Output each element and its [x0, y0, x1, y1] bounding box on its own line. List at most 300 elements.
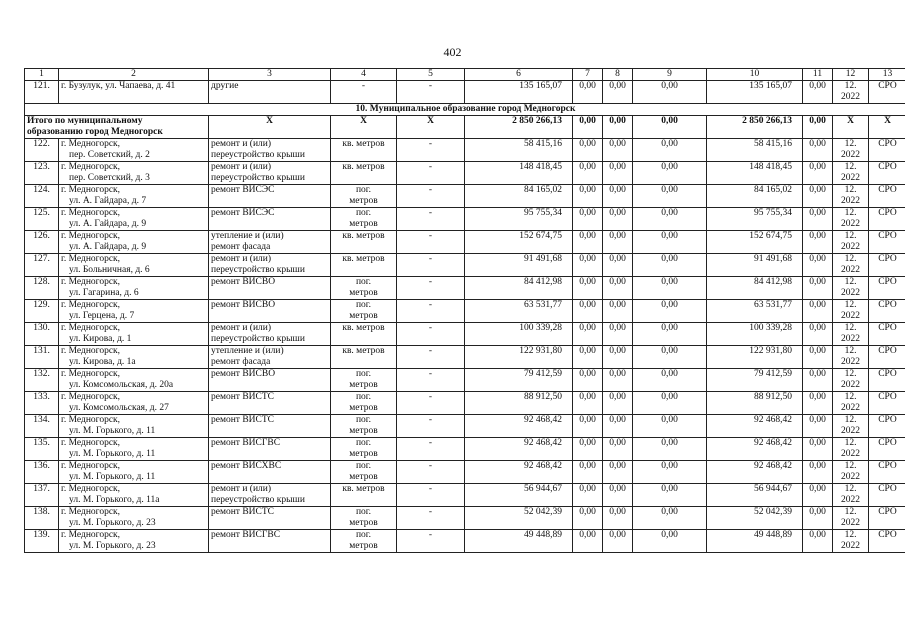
- row-number-text: 138.: [33, 507, 50, 517]
- table-row: [25, 484, 905, 507]
- row-number: [25, 300, 59, 323]
- value-cell: [803, 346, 833, 369]
- cost-text: 92 468,42: [524, 415, 562, 425]
- value-cell: [573, 369, 603, 392]
- address-line: г. Медногорск,: [61, 346, 121, 356]
- address-line: ул. Герцена, д. 7: [69, 310, 135, 321]
- value-text: 0,00: [609, 415, 626, 425]
- value-cell: [603, 277, 633, 300]
- value-cell: [803, 392, 833, 415]
- quantity-cell: [397, 162, 465, 185]
- address-line: г. Медногорск,: [61, 323, 121, 333]
- value-text: 0,00: [609, 208, 626, 218]
- value-cell: [603, 415, 633, 438]
- deadline-cell: [833, 254, 869, 277]
- unit-cell: [331, 415, 397, 438]
- unit-cell: [331, 277, 397, 300]
- unit-line: метров: [349, 195, 378, 206]
- value-cell: [633, 392, 707, 415]
- address-cell: [59, 277, 209, 300]
- total-cell: 0,00: [803, 116, 833, 139]
- cost-cell: [465, 300, 573, 323]
- work-type-line: ремонт фасада: [211, 356, 271, 367]
- quantity-text: -: [428, 438, 433, 448]
- value-text: 0,00: [809, 185, 826, 195]
- total-label-line: образованию город Медногорск: [27, 126, 163, 137]
- deadline-cell: [833, 277, 869, 300]
- work-type-cell: [209, 139, 331, 162]
- work-type-line: ремонт ВИСТС: [211, 392, 275, 402]
- value-cell: [603, 208, 633, 231]
- quantity-text: -: [428, 369, 433, 379]
- value-text: 0,00: [579, 139, 596, 149]
- deadline-month: 12.: [844, 254, 857, 264]
- row-number: [25, 162, 59, 185]
- row-number-text: 137.: [33, 484, 50, 494]
- work-type-line: переустройство крыши: [211, 494, 305, 505]
- work-type-line: ремонт и (или): [211, 254, 272, 264]
- unit-line: кв. метров: [342, 346, 385, 356]
- value-cell: [573, 392, 603, 415]
- deadline-year: 2022: [841, 310, 860, 321]
- cost-cell: [707, 438, 803, 461]
- method-cell: [869, 162, 905, 185]
- work-type-line: переустройство крыши: [211, 264, 305, 275]
- cost-text: 88 912,50: [754, 392, 792, 402]
- unit-line: метров: [349, 402, 378, 413]
- value-cell: [633, 484, 707, 507]
- address-line: ул. М. Горького, д. 11: [69, 448, 156, 459]
- quantity-text: -: [428, 185, 433, 195]
- value-cell: [573, 139, 603, 162]
- row-number-text: 124.: [33, 185, 50, 195]
- unit-line: кв. метров: [342, 323, 385, 333]
- deadline-month: 12.: [844, 484, 857, 494]
- value-cell: [603, 438, 633, 461]
- value-text: 0,00: [809, 323, 826, 333]
- unit-line: метров: [349, 379, 378, 390]
- value-cell: [573, 507, 603, 530]
- address-line: ул. Гагарина, д. 6: [69, 287, 139, 298]
- value-text: 0,00: [809, 346, 826, 356]
- work-type-cell: [209, 300, 331, 323]
- address-cell: [59, 461, 209, 484]
- deadline-year: 2022: [841, 540, 860, 551]
- table-row: [25, 231, 905, 254]
- cost-cell: [465, 438, 573, 461]
- deadline-month: 12.: [844, 346, 857, 356]
- value-text: 0,00: [661, 484, 678, 494]
- address-cell: [59, 438, 209, 461]
- row-number: [25, 208, 59, 231]
- work-type-line: ремонт ВИСТС: [211, 415, 275, 425]
- unit-cell: [331, 185, 397, 208]
- cost-cell: [465, 461, 573, 484]
- value-cell: [803, 300, 833, 323]
- method-text: СРО: [878, 300, 897, 310]
- header-cell: 2: [59, 69, 209, 81]
- value-text: 0,00: [809, 254, 826, 264]
- quantity-cell: [397, 507, 465, 530]
- row-number-text: 128.: [33, 277, 50, 287]
- address-cell: [59, 208, 209, 231]
- value-cell: [573, 438, 603, 461]
- address-line: ул. Кирова, д. 1: [69, 333, 132, 344]
- value-text: 0,00: [579, 231, 596, 241]
- value-cell: [803, 461, 833, 484]
- cost-cell: [465, 507, 573, 530]
- value-cell: [633, 254, 707, 277]
- cost-cell: [465, 346, 573, 369]
- row-number: [25, 507, 59, 530]
- quantity-cell: [397, 438, 465, 461]
- value-text: 0,00: [609, 254, 626, 264]
- column-number-row: [25, 69, 905, 81]
- value-cell: [573, 484, 603, 507]
- work-type-line: ремонт и (или): [211, 323, 272, 333]
- cost-text: 148 418,45: [519, 162, 562, 172]
- value-cell: [633, 277, 707, 300]
- value-cell: 0,00: [573, 81, 603, 104]
- cost-cell: [465, 162, 573, 185]
- row-number-text: 133.: [33, 392, 50, 402]
- cost-text: 95 755,34: [524, 208, 562, 218]
- cost-cell: [707, 185, 803, 208]
- value-cell: [573, 461, 603, 484]
- cost-cell: [465, 323, 573, 346]
- table-row: [25, 323, 905, 346]
- cost-cell: [707, 392, 803, 415]
- cost-text: 52 042,39: [754, 507, 792, 517]
- row-number: [25, 415, 59, 438]
- method-cell: [869, 208, 905, 231]
- value-text: 0,00: [609, 392, 626, 402]
- work-type-cell: [209, 392, 331, 415]
- cost-cell: [707, 484, 803, 507]
- deadline-year: 2022: [841, 494, 860, 505]
- unit-line: пог.: [355, 461, 372, 471]
- address-line: ул. М. Горького, д. 23: [69, 540, 156, 551]
- address-cell: [59, 162, 209, 185]
- work-type-line: утепление и (или): [211, 346, 284, 356]
- value-text: 0,00: [661, 461, 678, 471]
- value-cell: [803, 139, 833, 162]
- value-text: 0,00: [661, 438, 678, 448]
- deadline-month: 12.: [844, 415, 857, 425]
- value-cell: [633, 231, 707, 254]
- deadline-cell: [833, 530, 869, 553]
- method-text: СРО: [878, 438, 897, 448]
- table-row: [25, 530, 905, 553]
- method-cell: [869, 139, 905, 162]
- work-type-line: ремонт ВИСТС: [211, 507, 275, 517]
- value-cell: [803, 231, 833, 254]
- quantity-text: -: [428, 231, 433, 241]
- cost-text: 92 468,42: [524, 438, 562, 448]
- header-cell: 11: [803, 69, 833, 81]
- cost-cell: [465, 185, 573, 208]
- quantity-text: -: [428, 277, 433, 287]
- quantity-cell: [397, 254, 465, 277]
- value-text: 0,00: [809, 484, 826, 494]
- value-cell: [633, 369, 707, 392]
- quantity-text: -: [428, 254, 433, 264]
- method-cell: [869, 369, 905, 392]
- unit-cell: [331, 484, 397, 507]
- deadline-cell: [833, 185, 869, 208]
- total-cell: 0,00: [603, 116, 633, 139]
- cost-text: 63 531,77: [754, 300, 792, 310]
- deadline-month: 12.: [844, 323, 857, 333]
- unit-cell: [331, 208, 397, 231]
- unit-cell: [331, 323, 397, 346]
- work-type-line: ремонт ВИСВО: [211, 369, 276, 379]
- unit-line: пог.: [355, 507, 372, 517]
- row-number: [25, 530, 59, 553]
- work-type-cell: [209, 369, 331, 392]
- value-text: 0,00: [579, 346, 596, 356]
- method-text: СРО: [878, 484, 897, 494]
- method-text: СРО: [878, 208, 897, 218]
- value-cell: [603, 392, 633, 415]
- quantity-cell: [397, 139, 465, 162]
- work-type-line: переустройство крыши: [211, 333, 305, 344]
- deadline-cell: [833, 415, 869, 438]
- value-text: 0,00: [579, 208, 596, 218]
- quantity-cell: [397, 461, 465, 484]
- value-cell: [603, 369, 633, 392]
- unit-line: метров: [349, 448, 378, 459]
- work-type-line: ремонт ВИСВО: [211, 300, 276, 310]
- value-cell: [603, 162, 633, 185]
- deadline-month: 12.: [844, 81, 857, 91]
- cost-cell: [707, 530, 803, 553]
- address-line: ул. М. Горького, д. 23: [69, 517, 156, 528]
- unit-line: пог.: [355, 415, 372, 425]
- value-text: 0,00: [809, 208, 826, 218]
- deadline-year: 2022: [841, 241, 860, 252]
- row-number-text: 125.: [33, 208, 50, 218]
- value-cell: [633, 438, 707, 461]
- method-text: СРО: [878, 415, 897, 425]
- value-cell: [803, 323, 833, 346]
- value-cell: 0,00: [803, 81, 833, 104]
- cost-text: 84 165,02: [524, 185, 562, 195]
- unit-cell: [331, 254, 397, 277]
- deadline-cell: [833, 231, 869, 254]
- value-text: 0,00: [809, 231, 826, 241]
- row-number: [25, 277, 59, 300]
- quantity-cell: -: [397, 81, 465, 104]
- address-line: г. Медногорск,: [61, 231, 121, 241]
- work-type-line: ремонт фасада: [211, 241, 271, 252]
- value-cell: [633, 185, 707, 208]
- value-text: 0,00: [661, 323, 678, 333]
- value-cell: [573, 208, 603, 231]
- value-cell: [573, 415, 603, 438]
- deadline-cell: [833, 461, 869, 484]
- value-text: 0,00: [809, 300, 826, 310]
- value-cell: [803, 530, 833, 553]
- cost-text: 91 491,68: [524, 254, 562, 264]
- cost-cell: [707, 507, 803, 530]
- address-cell: [59, 139, 209, 162]
- deadline-year: 2022: [841, 448, 860, 459]
- cost-cell: [465, 254, 573, 277]
- work-type-cell: [209, 323, 331, 346]
- work-type-line: ремонт ВИСЭС: [211, 185, 275, 195]
- value-cell: [573, 254, 603, 277]
- unit-line: метров: [349, 310, 378, 321]
- value-cell: [633, 323, 707, 346]
- cost-text: 84 412,98: [524, 277, 562, 287]
- deadline-cell: [833, 392, 869, 415]
- method-text: СРО: [878, 392, 897, 402]
- address-cell: [59, 323, 209, 346]
- cost-text: 95 755,34: [754, 208, 792, 218]
- unit-cell: [331, 139, 397, 162]
- work-type-line: ремонт ВИСЭС: [211, 208, 275, 218]
- value-text: 0,00: [809, 139, 826, 149]
- deadline-year: 2022: [841, 425, 860, 436]
- deadline-cell: [833, 369, 869, 392]
- value-cell: [803, 185, 833, 208]
- quantity-cell: [397, 484, 465, 507]
- value-text: 0,00: [809, 507, 826, 517]
- cost-text: 148 418,45: [749, 162, 792, 172]
- value-text: 0,00: [579, 438, 596, 448]
- table-row: [25, 185, 905, 208]
- address-line: г. Медногорск,: [61, 392, 121, 402]
- table-row: [25, 346, 905, 369]
- cost-cell: [707, 300, 803, 323]
- address-line: ул. М. Горького, д. 11а: [69, 494, 160, 505]
- value-cell: [573, 300, 603, 323]
- value-text: 0,00: [809, 392, 826, 402]
- method-cell: [869, 530, 905, 553]
- value-text: 0,00: [809, 277, 826, 287]
- value-cell: [633, 208, 707, 231]
- deadline-cell: [833, 346, 869, 369]
- cost-text: 88 912,50: [524, 392, 562, 402]
- deadline-cell: [833, 162, 869, 185]
- unit-line: метров: [349, 287, 378, 298]
- value-text: 0,00: [661, 369, 678, 379]
- deadline-month: 12.: [844, 530, 857, 540]
- value-text: 0,00: [609, 530, 626, 540]
- address-cell: [59, 231, 209, 254]
- value-text: 0,00: [579, 484, 596, 494]
- cost-cell: [465, 369, 573, 392]
- total-cell: 0,00: [573, 116, 603, 139]
- value-cell: [603, 254, 633, 277]
- table-row: [25, 300, 905, 323]
- unit-line: пог.: [355, 369, 372, 379]
- value-cell: 0,00: [633, 81, 707, 104]
- table-row: [25, 162, 905, 185]
- quantity-text: -: [428, 530, 433, 540]
- value-text: 0,00: [661, 507, 678, 517]
- unit-line: метров: [349, 471, 378, 482]
- value-text: 0,00: [661, 346, 678, 356]
- header-cell: 10: [707, 69, 803, 81]
- unit-cell: [331, 461, 397, 484]
- row-number: 121.: [25, 81, 59, 104]
- repair-schedule-table: [24, 68, 905, 553]
- unit-cell: [331, 507, 397, 530]
- unit-line: пог.: [355, 185, 372, 195]
- work-type-line: утепление и (или): [211, 231, 284, 241]
- method-cell: [869, 461, 905, 484]
- method-text: СРО: [878, 507, 897, 517]
- header-cell: 1: [25, 69, 59, 81]
- address-line: г. Медногорск,: [61, 139, 121, 149]
- value-cell: [603, 231, 633, 254]
- value-text: 0,00: [661, 277, 678, 287]
- quantity-text: -: [428, 300, 433, 310]
- method-text: СРО: [878, 139, 897, 149]
- cost-cell: 135 165,07: [707, 81, 803, 104]
- value-text: 0,00: [609, 162, 626, 172]
- value-text: 0,00: [661, 392, 678, 402]
- address-cell: [59, 415, 209, 438]
- table-row: [25, 208, 905, 231]
- address-cell: [59, 530, 209, 553]
- address-line: г. Медногорск,: [61, 254, 121, 264]
- quantity-text: -: [428, 461, 433, 471]
- deadline-year: 2022: [841, 218, 860, 229]
- deadline-year: 2022: [841, 195, 860, 206]
- address-cell: [59, 254, 209, 277]
- cost-text: 100 339,28: [519, 323, 562, 333]
- address-line: ул. А. Гайдара, д. 9: [69, 241, 147, 252]
- value-cell: [603, 139, 633, 162]
- address-cell: [59, 369, 209, 392]
- value-cell: [633, 300, 707, 323]
- deadline-cell: [833, 484, 869, 507]
- value-cell: [803, 369, 833, 392]
- row-number-text: 130.: [33, 323, 50, 333]
- total-cost-cell: 2 850 266,13: [707, 116, 803, 139]
- method-text: СРО: [878, 530, 897, 540]
- value-cell: [603, 484, 633, 507]
- value-text: 0,00: [609, 369, 626, 379]
- address-line: ул. М. Горького, д. 11: [69, 425, 156, 436]
- cost-cell: [707, 346, 803, 369]
- value-cell: [803, 208, 833, 231]
- method-cell: [869, 323, 905, 346]
- cost-text: 92 468,42: [754, 438, 792, 448]
- value-cell: [603, 300, 633, 323]
- work-type-cell: другие: [209, 81, 331, 104]
- deadline-cell: [833, 81, 869, 104]
- cost-text: 152 674,75: [749, 231, 792, 241]
- address-line: ул. Кирова, д. 1а: [69, 356, 136, 367]
- row-number: [25, 323, 59, 346]
- value-cell: [603, 185, 633, 208]
- quantity-cell: [397, 231, 465, 254]
- method-cell: [869, 392, 905, 415]
- deadline-cell: [833, 438, 869, 461]
- address-line: ул. М. Горького, д. 11: [69, 471, 156, 482]
- section-title: 10. Муниципальное образование город Медногорск: [25, 104, 905, 116]
- value-text: 0,00: [609, 139, 626, 149]
- value-text: 0,00: [579, 392, 596, 402]
- value-cell: [803, 507, 833, 530]
- cost-cell: [707, 208, 803, 231]
- address-line: г. Медногорск,: [61, 461, 121, 471]
- address-line: г. Медногорск,: [61, 415, 121, 425]
